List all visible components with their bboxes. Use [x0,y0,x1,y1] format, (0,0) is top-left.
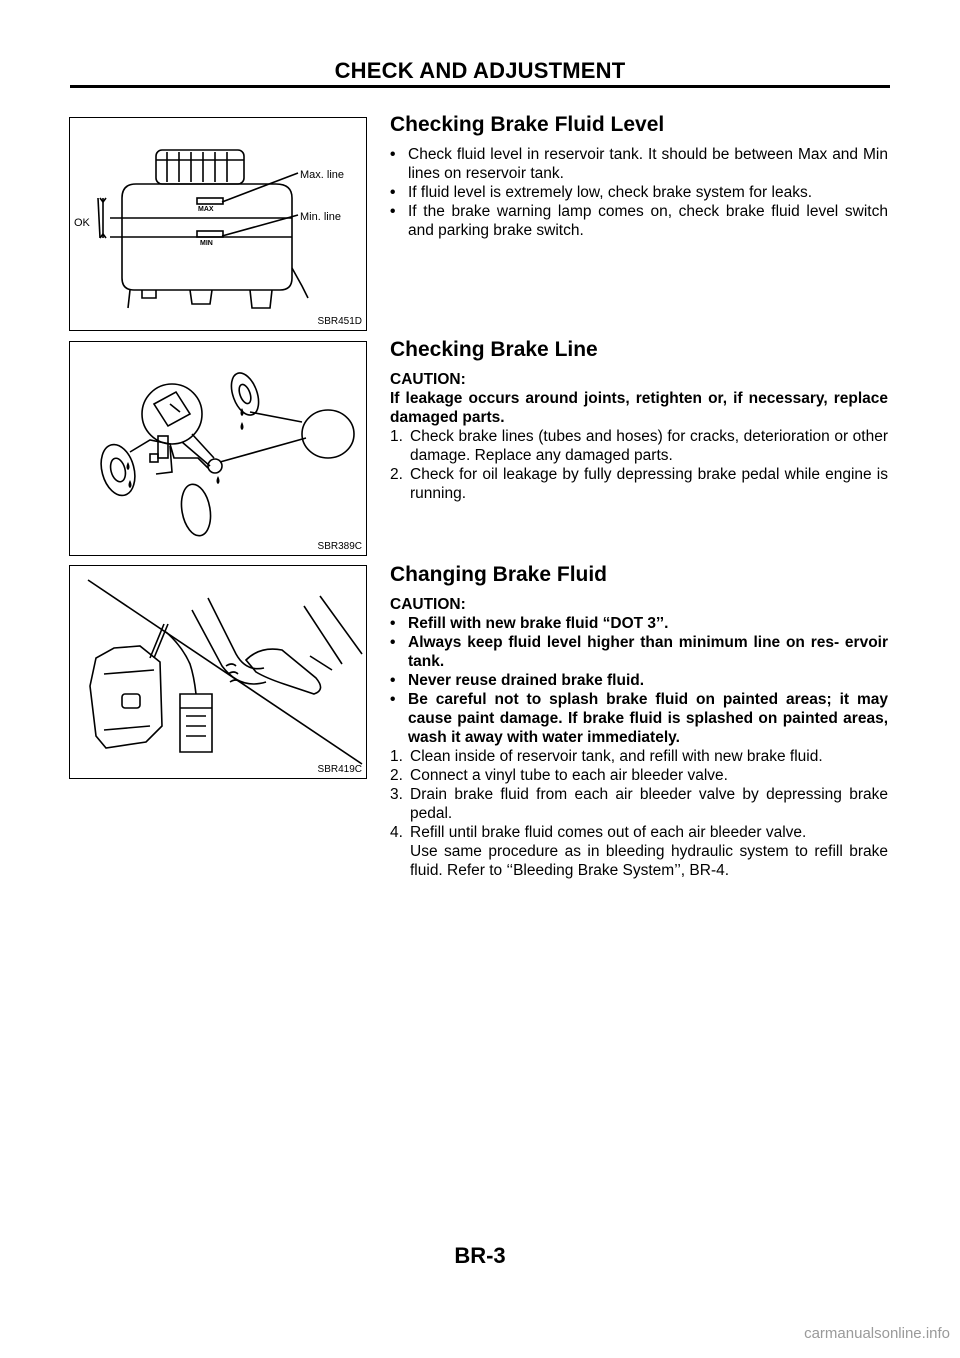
step-item: 3. Drain brake fluid from each air bleeder valve by depressing brake pedal. [390,786,888,822]
step-item: 2. Check for oil leakage by fully depressing brake pedal while engine is running. [390,466,888,502]
bullet-marker: • [390,615,396,632]
bullet-marker: • [390,672,396,689]
figure-code: SBR451D [317,316,362,327]
page-header-title: CHECK AND ADJUSTMENT [334,58,626,83]
bullet-marker: • [390,203,396,220]
section-checking-brake-line [390,338,888,503]
caution-text: If leakage occurs around joints, retighten or, if necessary, replace damaged parts. [390,390,888,426]
bullet-item: • If fluid level is extremely low, check brake system for leaks. [390,184,813,201]
section-changing-brake-fluid [390,563,888,880]
bullet-marker: • [390,634,396,651]
step-item: 1. Check brake lines (tubes and hoses) for cracks, deterioration or other damage. Replace any damaged parts. [390,428,888,464]
max-mark-label: MAX [198,206,214,213]
bullet-marker: • [390,691,396,708]
caution-bullet: • Never reuse drained brake fluid. [390,672,645,689]
figure-code: SBR389C [317,541,362,552]
header-rule [70,85,890,88]
caution-label: CAUTION: [390,371,466,388]
section-title: Changing Brake Fluid [390,563,608,586]
changing-fluid-illustration [70,566,366,778]
bullet-item: • If the brake warning lamp comes on, check brake fluid level switch and parking brake switch. [390,203,888,239]
step-item: 4. Refill until brake fluid comes out of each air bleeder valve. [390,824,807,841]
max-line-label: Max. line [300,169,345,181]
step-item: 2. Connect a vinyl tube to each air bleeder valve. [390,767,728,784]
caution-bullet: • Be careful not to splash brake fluid on painted areas; it may cause paint damage. If brake fluid is splashed on painted areas, wash it away with water immediately. [390,691,888,746]
step-note: Use same procedure as in bleeding hydraulic system to refill brake fluid. Refer to ‘‘Bleeding Brake System’’, BR-4. [410,843,888,879]
bullet-item: • Check fluid level in reservoir tank. It should be between Max and Min lines on reservoir tank. [390,146,888,182]
figure-code: SBR419C [317,764,362,775]
caution-label: CAUTION: [390,596,466,613]
step-item: 1. Clean inside of reservoir tank, and refill with new brake fluid. [390,748,823,765]
section-checking-brake-fluid-level [390,113,888,240]
figure-brake-lines [69,341,367,556]
watermark: carmanualsonline.info [804,1325,950,1342]
reservoir-illustration [70,118,366,330]
caution-bullet: • Refill with new brake fluid “DOT 3’’. [390,615,669,632]
bullet-marker: • [390,184,396,201]
brake-lines-illustration [70,342,366,555]
figure-reservoir-tank [69,117,367,331]
section-title: Checking Brake Fluid Level [390,113,665,136]
caution-bullet: • Always keep fluid level higher than minimum line on res- ervoir tank. [390,634,888,670]
bullet-marker: • [390,146,396,163]
section-title: Checking Brake Line [390,338,598,361]
min-mark-label: MIN [200,240,213,247]
figure-changing-fluid [69,565,367,779]
page-number: BR-3 [454,1243,506,1268]
ok-range-label: OK [74,217,90,229]
min-line-label: Min. line [300,211,341,223]
